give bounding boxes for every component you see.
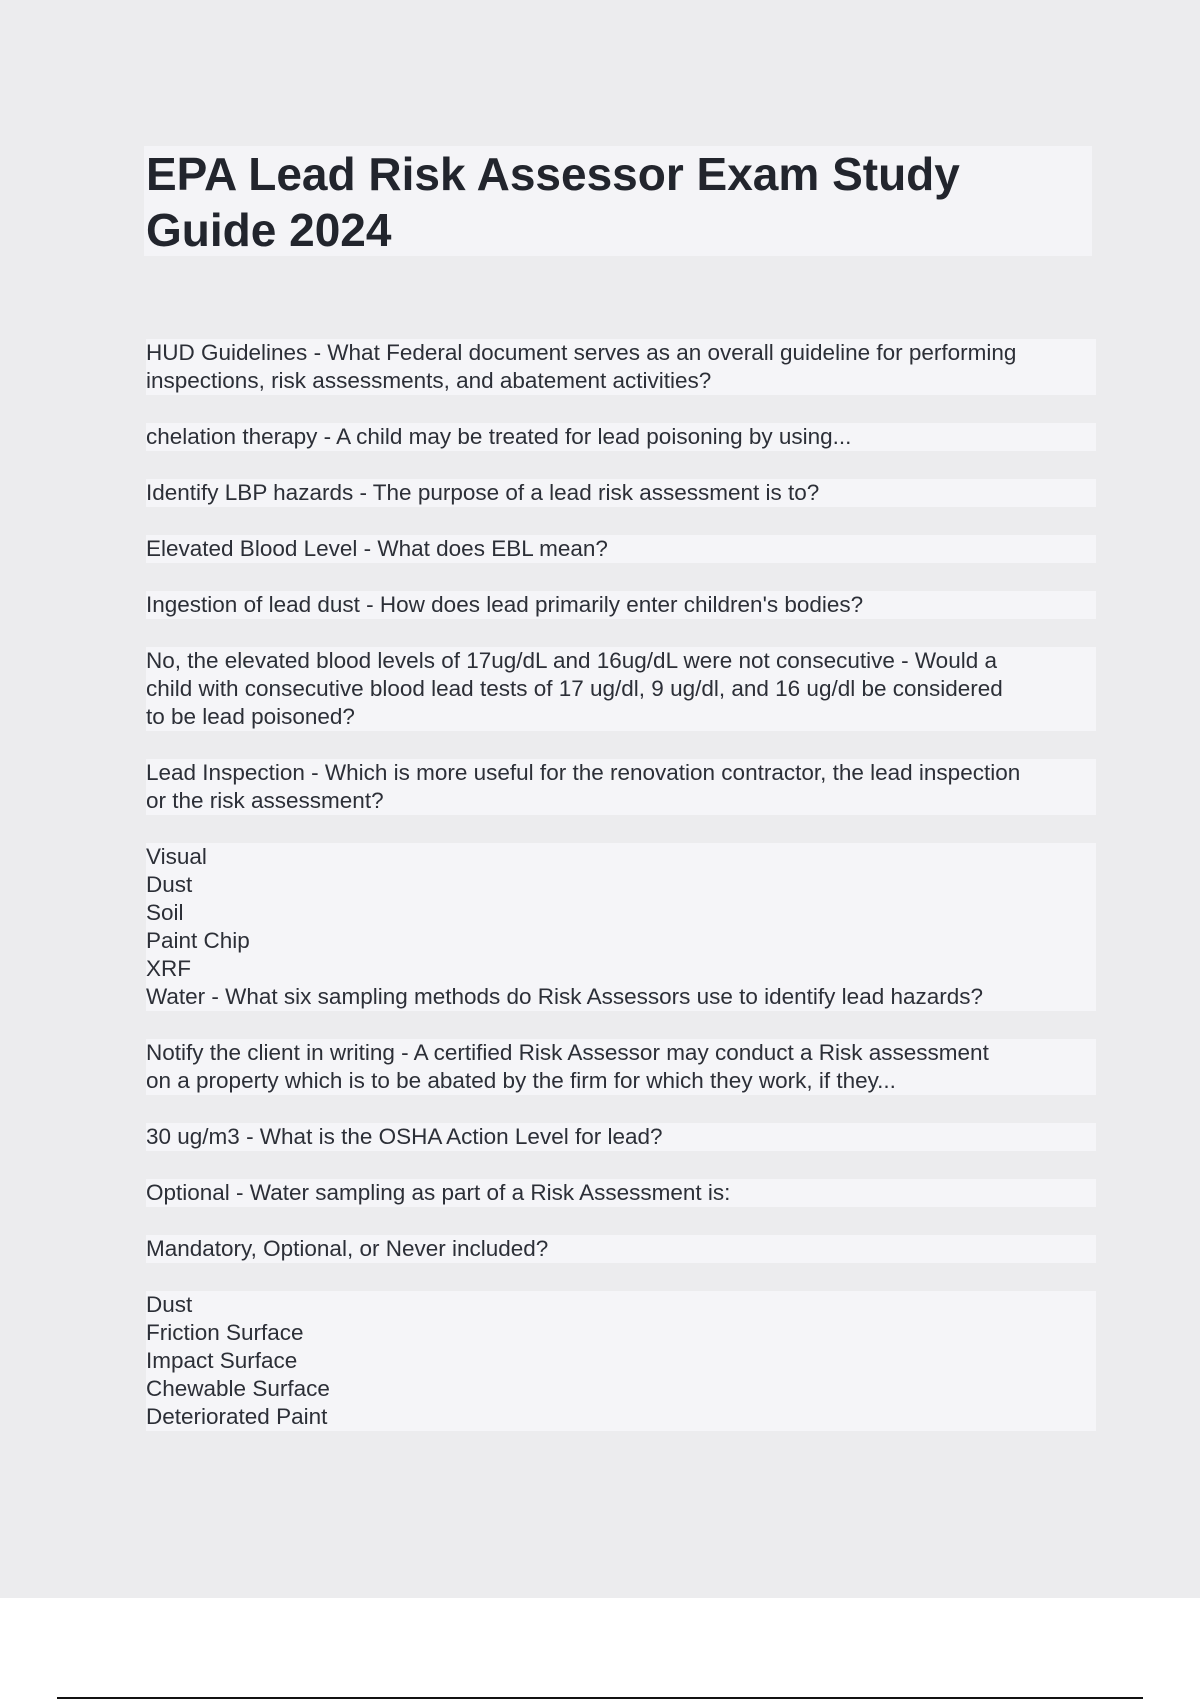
qa-line: Identify LBP hazards - The purpose of a lead risk assessment is to? [146, 479, 1096, 507]
qa-line: Deteriorated Paint [146, 1403, 1096, 1431]
qa-item [146, 1123, 1096, 1151]
qa-line: Visual [146, 843, 1096, 871]
document-title: EPA Lead Risk Assessor Exam Study Guide 2024 [146, 148, 960, 256]
qa-line: Optional - Water sampling as part of a Risk Assessment is: [146, 1179, 1096, 1207]
qa-item [146, 759, 1096, 815]
qa-item [146, 535, 1096, 563]
qa-item [146, 1039, 1096, 1095]
qa-item [146, 339, 1096, 395]
qa-item [146, 423, 1096, 451]
qa-line: inspections, risk assessments, and abatement activities? [146, 367, 1096, 395]
page-footer-divider [57, 1697, 1143, 1699]
qa-line: Ingestion of lead dust - How does lead primarily enter children's bodies? [146, 591, 1096, 619]
qa-line: HUD Guidelines - What Federal document serves as an overall guideline for performing [146, 339, 1096, 367]
qa-line: Lead Inspection - Which is more useful for the renovation contractor, the lead inspection [146, 759, 1096, 787]
qa-line: Paint Chip [146, 927, 1096, 955]
qa-list [146, 339, 1096, 1459]
qa-item [146, 843, 1096, 1011]
qa-item [146, 1291, 1096, 1431]
qa-line: to be lead poisoned? [146, 703, 1096, 731]
qa-line: or the risk assessment? [146, 787, 1096, 815]
qa-item [146, 1179, 1096, 1207]
qa-item [146, 479, 1096, 507]
qa-item [146, 591, 1096, 619]
qa-line: Friction Surface [146, 1319, 1096, 1347]
qa-line: Mandatory, Optional, or Never included? [146, 1235, 1096, 1263]
qa-item [146, 1235, 1096, 1263]
qa-line: Water - What six sampling methods do Risk Assessors use to identify lead hazards? [146, 983, 1096, 1011]
qa-line: chelation therapy - A child may be treated for lead poisoning by using... [146, 423, 1096, 451]
qa-line: Elevated Blood Level - What does EBL mean? [146, 535, 1096, 563]
qa-line: Notify the client in writing - A certified Risk Assessor may conduct a Risk assessment [146, 1039, 1096, 1067]
qa-line: 30 ug/m3 - What is the OSHA Action Level for lead? [146, 1123, 1096, 1151]
qa-line: No, the elevated blood levels of 17ug/dL and 16ug/dL were not consecutive - Would a [146, 647, 1096, 675]
qa-line: XRF [146, 955, 1096, 983]
qa-line: Chewable Surface [146, 1375, 1096, 1403]
qa-line: Dust [146, 871, 1096, 899]
qa-line: Dust [146, 1291, 1096, 1319]
qa-item [146, 647, 1096, 731]
qa-line: Impact Surface [146, 1347, 1096, 1375]
qa-line: Soil [146, 899, 1096, 927]
qa-line: on a property which is to be abated by the firm for which they work, if they... [146, 1067, 1096, 1095]
qa-line: child with consecutive blood lead tests of 17 ug/dl, 9 ug/dl, and 16 ug/dl be considered [146, 675, 1096, 703]
